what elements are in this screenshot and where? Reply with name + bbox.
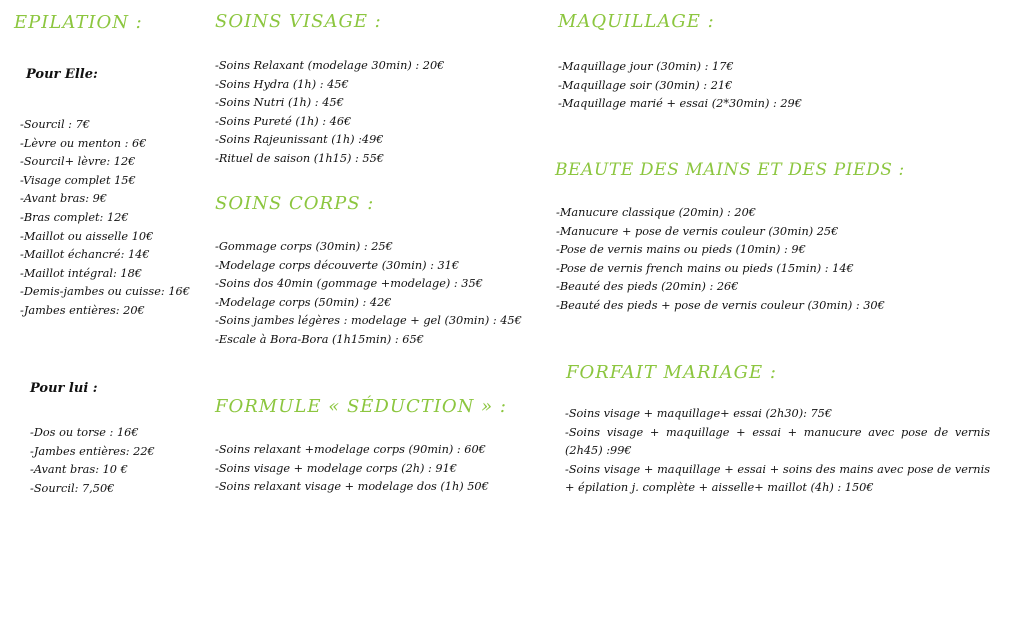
- price-item: -Escale à Bora-Bora (1h15min) : 65€: [215, 332, 424, 346]
- price-item: -Maquillage marié + essai (2*30min) : 29€: [558, 97, 802, 111]
- pour-elle-title: Pour Elle:: [26, 67, 98, 82]
- price-item: -Soins Pureté (1h) : 46€: [215, 114, 352, 128]
- soins-visage-title: SOINS VISAGE :: [215, 11, 382, 32]
- price-item: -Maillot ou aisselle 10€: [20, 229, 154, 243]
- price-item: -Modelage corps découverte (30min) : 31€: [215, 258, 460, 272]
- formule-seduction-title: FORMULE « SÉDUCTION » :: [215, 396, 507, 417]
- soins-corps-list: [215, 238, 522, 350]
- price-item: -Soins Hydra (1h) : 45€: [215, 77, 349, 91]
- price-item: -Manucure + pose de vernis couleur (30min) 25€: [556, 224, 839, 238]
- price-item: -Bras complet: 12€: [20, 210, 129, 224]
- price-item: -Soins Relaxant (modelage 30min) : 20€: [215, 59, 445, 72]
- maquillage-title: MAQUILLAGE :: [558, 11, 715, 32]
- price-item: -Maillot intégral: 18€: [20, 266, 142, 280]
- formule-seduction-list: [215, 441, 489, 497]
- price-item: -Jambes entières: 22€: [30, 444, 155, 458]
- price-item: -Soins relaxant visage + modelage dos (1h) 50€: [215, 480, 489, 494]
- soins-visage-list: [215, 57, 444, 169]
- price-item: -Sourcil+ lèvre: 12€: [20, 155, 136, 169]
- price-item: -Demis-jambes ou cuisse: 16€: [20, 285, 190, 299]
- price-item: -Soins Rajeunissant (1h) :49€: [215, 133, 384, 147]
- price-item: -Pose de vernis mains ou pieds (10min) : 9€: [556, 243, 806, 257]
- price-item: -Sourcil: 7,50€: [30, 481, 115, 495]
- price-item: -Avant bras: 9€: [20, 192, 107, 206]
- price-item: -Soins dos 40min (gommage +modelage) : 35€: [215, 277, 483, 291]
- price-item: -Soins jambes légères : modelage + gel (30min) : 45€: [215, 314, 522, 328]
- pour-lui-title: Pour lui :: [30, 381, 98, 396]
- price-item: -Soins visage + modelage corps (2h) : 91€: [215, 461, 457, 475]
- price-item: -Rituel de saison (1h15) : 55€: [215, 151, 384, 165]
- price-item: -Modelage corps (50min) : 42€: [215, 295, 392, 309]
- price-item: -Gommage corps (30min) : 25€: [215, 240, 393, 253]
- price-item: -Visage complet 15€: [20, 173, 136, 187]
- forfait-mariage-list: [565, 405, 990, 498]
- price-item: -Soins visage + maquillage + essai + manucure avec pose de vernis (2h45) :99€: [565, 425, 990, 458]
- pour-elle-list: [20, 116, 190, 321]
- price-item: -Lèvre ou menton : 6€: [20, 136, 147, 150]
- price-item: -Manucure classique (20min) : 20€: [556, 206, 756, 219]
- epilation-title: EPILATION :: [14, 12, 143, 33]
- price-item: -Soins visage + maquillage+ essai (2h30): 75€: [565, 407, 833, 420]
- price-item: -Maquillage soir (30min) : 21€: [558, 78, 733, 92]
- price-item: -Maillot échancré: 14€: [20, 248, 150, 262]
- forfait-mariage-title: FORFAIT MARIAGE :: [566, 362, 777, 383]
- price-item: -Soins visage + maquillage + essai + soins des mains avec pose de vernis + épilation j. complète + aisselle+ maillot (4h) : 150€: [565, 462, 990, 495]
- price-item: -Maquillage jour (30min) : 17€: [558, 60, 734, 73]
- price-item: -Soins relaxant +modelage corps (90min) : 60€: [215, 443, 486, 456]
- price-item: -Avant bras: 10 €: [30, 463, 128, 477]
- soins-corps-title: SOINS CORPS :: [215, 193, 375, 214]
- beaute-mains-pieds-title: BEAUTE DES MAINS ET DES PIEDS :: [555, 160, 905, 180]
- price-item: -Dos ou torse : 16€: [30, 426, 139, 439]
- price-item: -Beauté des pieds + pose de vernis couleur (30min) : 30€: [556, 298, 885, 312]
- maquillage-list: [558, 58, 802, 114]
- pour-lui-list: [30, 424, 155, 498]
- price-item: -Jambes entières: 20€: [20, 303, 145, 317]
- price-item: -Pose de vernis french mains ou pieds (15min) : 14€: [556, 261, 854, 275]
- price-item: -Soins Nutri (1h) : 45€: [215, 96, 344, 110]
- price-item: -Beauté des pieds (20min) : 26€: [556, 280, 739, 294]
- price-item: -Sourcil : 7€: [20, 118, 90, 131]
- beaute-mains-pieds-list: [556, 204, 885, 316]
